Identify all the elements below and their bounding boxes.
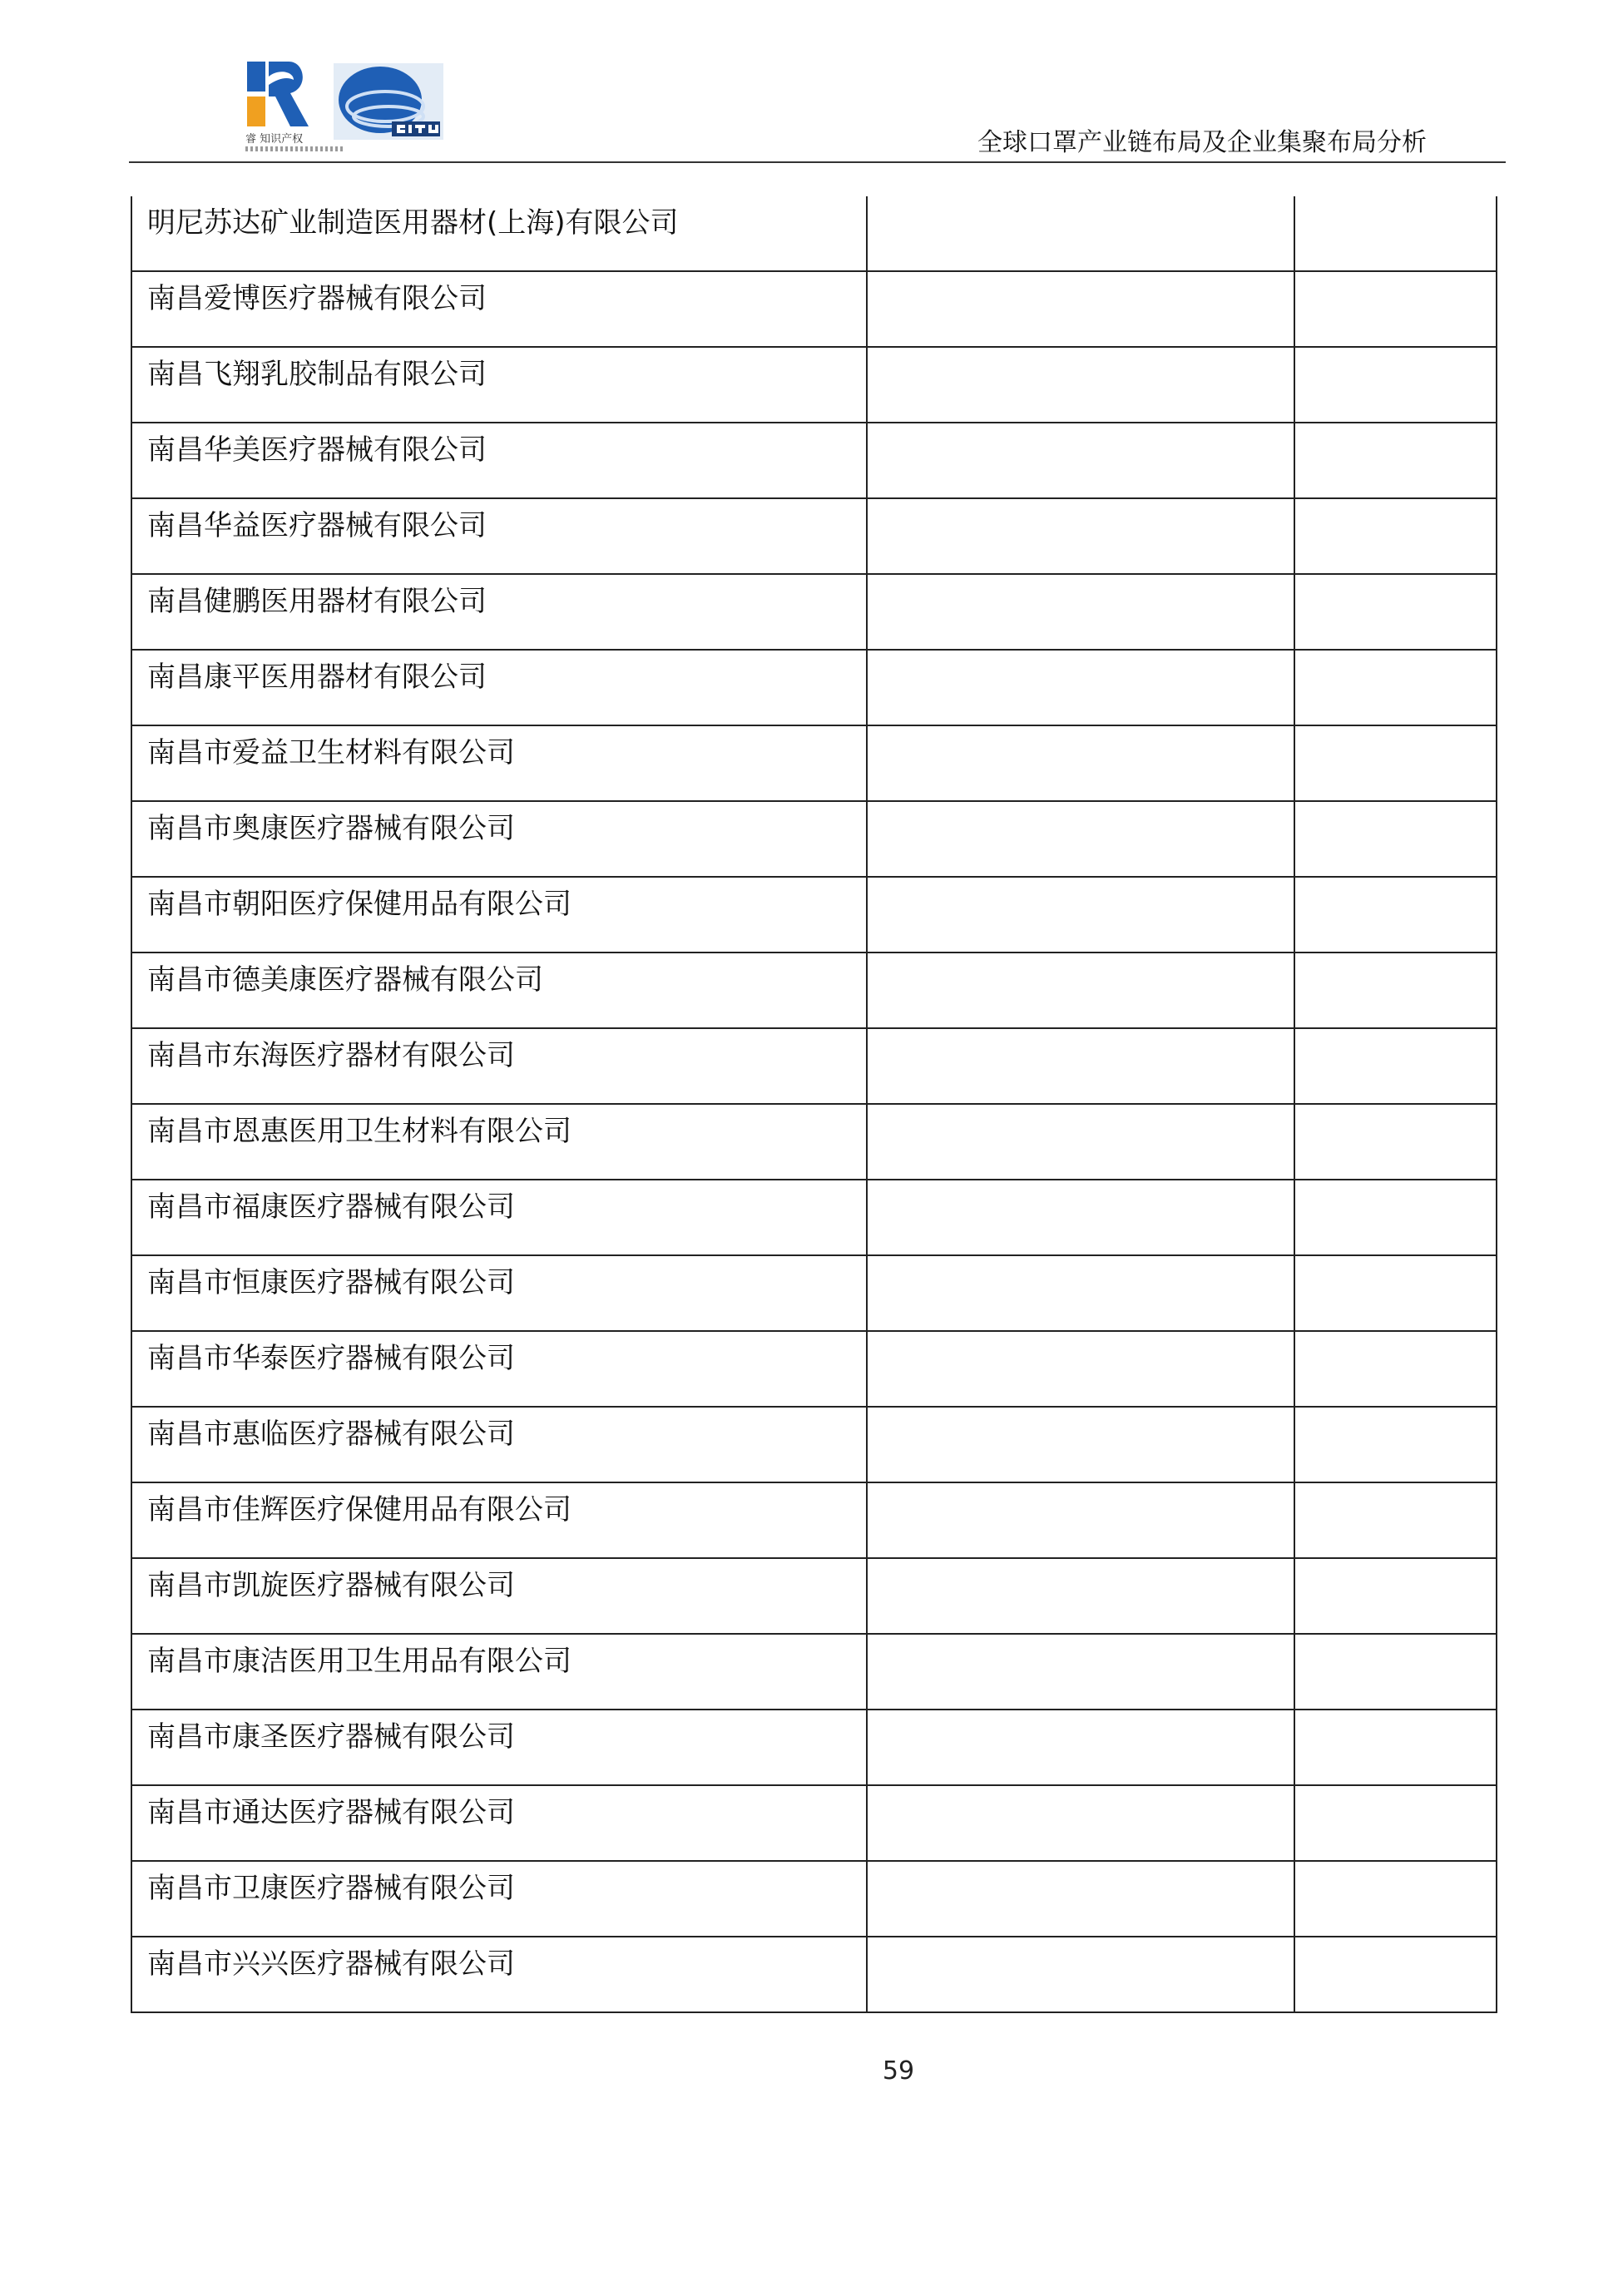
page-number: 59 [882, 2056, 915, 2086]
table-row [131, 726, 1497, 802]
table-row [131, 1408, 1497, 1483]
company-name: 南昌华美医疗器械有限公司 [147, 433, 487, 467]
company-name: 南昌市兴兴医疗器械有限公司 [147, 1947, 515, 1981]
empty-cell [1295, 878, 1497, 952]
empty-cell [868, 499, 1295, 573]
table-row [131, 878, 1497, 953]
company-name-cell [131, 1635, 868, 1709]
empty-cell [868, 196, 1295, 270]
company-name: 南昌康平医用器材有限公司 [147, 661, 487, 694]
empty-cell [1295, 1483, 1497, 1557]
empty-cell [868, 1332, 1295, 1406]
company-name: 南昌市卫康医疗器械有限公司 [147, 1872, 515, 1905]
table-row [131, 1635, 1497, 1710]
empty-cell [1295, 348, 1497, 422]
table-row [131, 1786, 1497, 1862]
table-row [131, 1710, 1497, 1786]
empty-cell [868, 1256, 1295, 1330]
company-name-cell [131, 272, 868, 346]
company-name-cell [131, 1105, 868, 1179]
company-name-cell [131, 1862, 868, 1936]
company-name: 南昌市奥康医疗器械有限公司 [147, 812, 515, 845]
company-name: 南昌市惠临医疗器械有限公司 [147, 1418, 515, 1451]
globe-logo [334, 63, 443, 140]
table-row [131, 1256, 1497, 1332]
company-name-cell [131, 196, 868, 270]
company-name-cell [131, 651, 868, 725]
table-row [131, 1937, 1497, 2013]
table-row [131, 1180, 1497, 1256]
company-name-cell [131, 1937, 868, 2011]
empty-cell [868, 726, 1295, 800]
company-name: 南昌市恒康医疗器械有限公司 [147, 1266, 515, 1299]
empty-cell [868, 1180, 1295, 1254]
table-row [131, 348, 1497, 423]
empty-cell [1295, 1256, 1497, 1330]
empty-cell [1295, 953, 1497, 1027]
company-name-cell [131, 1710, 868, 1784]
empty-cell [868, 1786, 1295, 1860]
empty-cell [1295, 1105, 1497, 1179]
empty-cell [868, 1559, 1295, 1633]
company-table [131, 196, 1497, 2013]
empty-cell [868, 272, 1295, 346]
company-name-cell [131, 726, 868, 800]
empty-cell [1295, 1180, 1497, 1254]
empty-cell [868, 348, 1295, 422]
empty-cell [1295, 1029, 1497, 1103]
empty-cell [1295, 1635, 1497, 1709]
empty-cell [1295, 802, 1497, 876]
empty-cell [868, 1408, 1295, 1482]
company-name: 南昌市福康医疗器械有限公司 [147, 1190, 515, 1224]
table-row [131, 196, 1497, 272]
company-name: 南昌市东海医疗器材有限公司 [147, 1039, 515, 1072]
company-name: 南昌爱博医疗器械有限公司 [147, 282, 487, 315]
table-row [131, 575, 1497, 651]
empty-cell [1295, 575, 1497, 649]
table-row [131, 499, 1497, 575]
empty-cell [1295, 1862, 1497, 1936]
company-name: 南昌市康洁医用卫生用品有限公司 [147, 1645, 572, 1678]
company-name-cell [131, 1483, 868, 1557]
empty-cell [868, 1862, 1295, 1936]
company-name-cell [131, 878, 868, 952]
table-row [131, 1029, 1497, 1105]
company-name: 南昌市爱益卫生材料有限公司 [147, 736, 515, 769]
empty-cell [868, 1029, 1295, 1103]
empty-cell [1295, 423, 1497, 497]
empty-cell [1295, 1559, 1497, 1633]
empty-cell [868, 1937, 1295, 2011]
company-name-cell [131, 575, 868, 649]
company-name: 南昌市德美康医疗器械有限公司 [147, 963, 543, 997]
empty-cell [868, 953, 1295, 1027]
company-name-cell [131, 348, 868, 422]
company-name: 南昌市凯旋医疗器械有限公司 [147, 1569, 515, 1602]
empty-cell [1295, 1786, 1497, 1860]
empty-cell [868, 651, 1295, 725]
empty-cell [868, 878, 1295, 952]
r-logo [245, 60, 312, 158]
table-row [131, 651, 1497, 726]
table-row [131, 953, 1497, 1029]
company-name: 南昌市恩惠医用卫生材料有限公司 [147, 1115, 572, 1148]
company-name-cell [131, 802, 868, 876]
empty-cell [868, 1483, 1295, 1557]
table-row [131, 1862, 1497, 1937]
company-name: 南昌市康圣医疗器械有限公司 [147, 1720, 515, 1754]
company-name: 明尼苏达矿业制造医用器材(上海)有限公司 [147, 206, 679, 240]
empty-cell [1295, 1937, 1497, 2011]
table-row [131, 802, 1497, 878]
empty-cell [1295, 1408, 1497, 1482]
empty-cell [1295, 1710, 1497, 1784]
company-name-cell [131, 423, 868, 497]
table-row [131, 423, 1497, 499]
empty-cell [868, 575, 1295, 649]
empty-cell [868, 423, 1295, 497]
company-name-cell [131, 1408, 868, 1482]
header-title: 全球口罩产业链布局及企业集聚布局分析 [977, 128, 1427, 157]
globe-logo-icon [334, 63, 443, 140]
company-name-cell [131, 1180, 868, 1254]
company-name: 南昌市华泰医疗器械有限公司 [147, 1342, 515, 1375]
company-name: 南昌健鹏医用器材有限公司 [147, 585, 487, 618]
table-row [131, 1483, 1497, 1559]
company-name-cell [131, 1559, 868, 1633]
empty-cell [1295, 196, 1497, 270]
company-name: 南昌市佳辉医疗保健用品有限公司 [147, 1493, 572, 1527]
empty-cell [868, 1635, 1295, 1709]
empty-cell [1295, 726, 1497, 800]
r-logo-icon [245, 60, 312, 130]
logo-subtext [245, 146, 345, 151]
company-name-cell [131, 499, 868, 573]
table-row [131, 1332, 1497, 1408]
company-name: 南昌市朝阳医疗保健用品有限公司 [147, 888, 572, 921]
company-name-cell [131, 953, 868, 1027]
company-name-cell [131, 1029, 868, 1103]
table-row [131, 1559, 1497, 1635]
company-name-cell [131, 1256, 868, 1330]
empty-cell [1295, 1332, 1497, 1406]
company-name-cell [131, 1332, 868, 1406]
logo-caption: 睿 知识产权 [245, 133, 304, 146]
company-name: 南昌市通达医疗器械有限公司 [147, 1796, 515, 1829]
company-name-cell [131, 1786, 868, 1860]
table-row [131, 1105, 1497, 1180]
company-name: 南昌飞翔乳胶制品有限公司 [147, 358, 487, 391]
empty-cell [868, 1710, 1295, 1784]
header-divider [129, 161, 1506, 163]
empty-cell [868, 802, 1295, 876]
empty-cell [1295, 272, 1497, 346]
empty-cell [868, 1105, 1295, 1179]
page-header [129, 50, 1506, 163]
empty-cell [1295, 651, 1497, 725]
table-row [131, 272, 1497, 348]
empty-cell [1295, 499, 1497, 573]
company-name: 南昌华益医疗器械有限公司 [147, 509, 487, 542]
